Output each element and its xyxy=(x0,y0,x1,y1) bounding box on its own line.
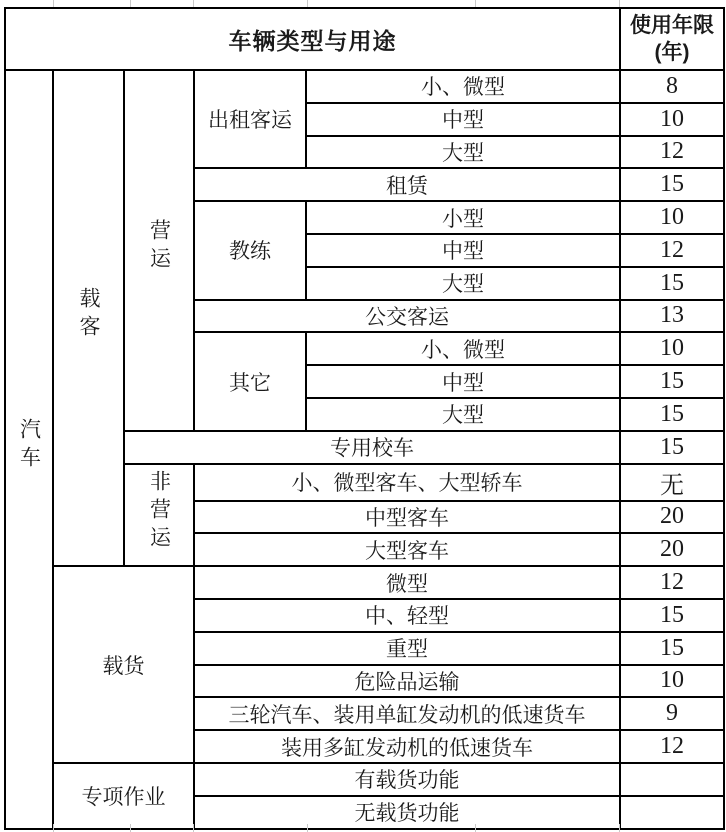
cell-category-label: 装用多缸发动机的低速货车 xyxy=(194,730,620,763)
cell-category-label: 中型 xyxy=(306,234,620,267)
cell-service-years: 15 xyxy=(620,398,724,431)
spreadsheet-gridline-stub xyxy=(193,0,194,7)
cell-category-label: 小、微型 xyxy=(306,332,620,365)
table-row xyxy=(5,70,724,103)
spreadsheet-gridline-stub xyxy=(475,824,476,832)
spreadsheet-gridline-stub xyxy=(619,0,620,7)
cell-service-years: 12 xyxy=(620,730,724,763)
spreadsheet-gridline-stub xyxy=(307,0,308,7)
cell-category-label: 小、微型客车、大型轿车 xyxy=(194,464,620,501)
cell-group-taxi: 出租客运 xyxy=(194,70,306,168)
cell-category-label: 小、微型 xyxy=(306,70,620,103)
cell-service-years xyxy=(620,796,724,829)
cell-service-years: 10 xyxy=(620,103,724,136)
cell-category-label: 中、轻型 xyxy=(194,599,620,632)
spreadsheet-gridline-stub xyxy=(619,824,620,832)
cell-category-label: 中型 xyxy=(306,365,620,398)
cell-service-years: 20 xyxy=(620,533,724,566)
cell-service-years: 9 xyxy=(620,697,724,730)
cell-service-years: 15 xyxy=(620,267,724,300)
cell-group-automobile xyxy=(5,70,53,829)
header-service-years-line2: (年) xyxy=(654,41,690,64)
cell-group-passenger xyxy=(53,70,124,566)
cell-category-label: 微型 xyxy=(194,566,620,599)
cell-service-years: 10 xyxy=(620,665,724,698)
cell-category-label: 中型 xyxy=(306,103,620,136)
cell-category-label: 专用校车 xyxy=(124,431,620,464)
cell-category-label: 大型 xyxy=(306,267,620,300)
cell-service-years: 8 xyxy=(620,70,724,103)
cell-category-label: 大型客车 xyxy=(194,533,620,566)
cell-service-years: 20 xyxy=(620,501,724,534)
cell-group-cargo: 载货 xyxy=(53,566,194,763)
cell-category-label: 重型 xyxy=(194,632,620,665)
spreadsheet-gridline-stub xyxy=(475,0,476,7)
cell-group-commercial xyxy=(124,70,194,431)
group-automobile-label: 汽车 xyxy=(17,418,42,475)
cell-category-label: 有载货功能 xyxy=(194,763,620,796)
header-vehicle-type: 车辆类型与用途 xyxy=(5,8,620,70)
header-row xyxy=(5,8,724,70)
cell-group-other: 其它 xyxy=(194,332,306,430)
spreadsheet-gridline-stub xyxy=(307,824,308,832)
cell-category-label: 公交客运 xyxy=(194,300,620,333)
header-service-years-line1: 使用年限 xyxy=(630,13,714,37)
table-row xyxy=(5,566,724,599)
cell-category-label: 大型 xyxy=(306,398,620,431)
spreadsheet-gridline-stub xyxy=(130,0,131,7)
cell-category-label: 无载货功能 xyxy=(194,796,620,829)
cell-category-label: 租赁 xyxy=(194,168,620,201)
table-row xyxy=(5,763,724,796)
cell-service-years: 15 xyxy=(620,632,724,665)
group-non-commercial-label: 非营运 xyxy=(147,469,172,554)
spreadsheet-gridline-stub xyxy=(53,824,54,832)
cell-service-years: 10 xyxy=(620,332,724,365)
cell-category-label: 大型 xyxy=(306,136,620,169)
group-passenger-label: 载客 xyxy=(77,287,101,344)
cell-service-years: 12 xyxy=(620,234,724,267)
cell-service-years: 无 xyxy=(620,464,724,501)
spreadsheet-gridline-stub xyxy=(130,824,131,832)
cell-service-years: 12 xyxy=(620,566,724,599)
cell-service-years: 15 xyxy=(620,168,724,201)
cell-category-label: 三轮汽车、装用单缸发动机的低速货车 xyxy=(194,697,620,730)
cell-group-non-commercial xyxy=(124,464,194,567)
cell-category-label: 危险品运输 xyxy=(194,665,620,698)
cell-group-special-operations: 专项作业 xyxy=(53,763,194,829)
cell-group-training: 教练 xyxy=(194,201,306,299)
cell-service-years: 13 xyxy=(620,300,724,333)
cell-service-years xyxy=(620,763,724,796)
vehicle-service-life-table xyxy=(4,7,725,830)
cell-service-years: 15 xyxy=(620,365,724,398)
cell-service-years: 15 xyxy=(620,431,724,464)
spreadsheet-gridline-stub xyxy=(53,0,54,7)
group-commercial-label: 营运 xyxy=(147,219,172,276)
cell-service-years: 12 xyxy=(620,136,724,169)
header-service-years xyxy=(620,8,724,70)
cell-service-years: 15 xyxy=(620,599,724,632)
spreadsheet-gridline-stub xyxy=(193,824,194,832)
cell-service-years: 10 xyxy=(620,201,724,234)
cell-category-label: 小型 xyxy=(306,201,620,234)
cell-category-label: 中型客车 xyxy=(194,501,620,534)
